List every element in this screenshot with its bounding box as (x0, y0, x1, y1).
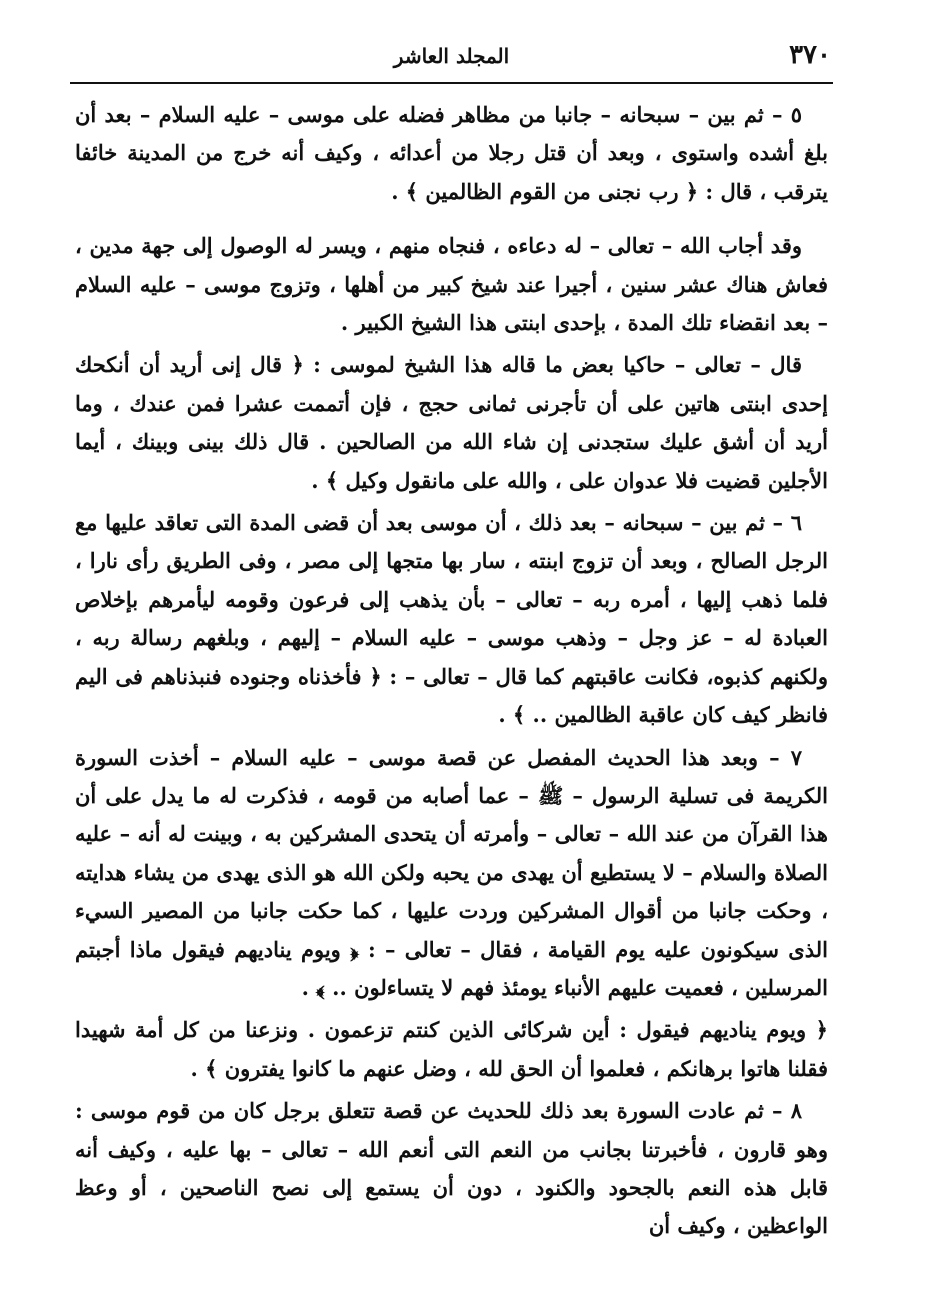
paragraph: قال – تعالى – حاكيا بعض ما قاله هذا الشيخ لموسى : ﴿ قال إنى أريد أن أنكحك إحدى ابنتى هاتين على أن تأجرنى ثمانى حجج ، فإن أتممت عشرا فمن عندك ، وما أريد أن أشق عليك ستجدنى إن شاء الله من الصالحين . قال ذلك بينى وبينك ، أيما الأجلين قضيت فلا عدوان على ، والله على مانقول وكيل ﴾ . (75, 352, 828, 493)
quran-quote: ﴿ ويوم يناديهم فيقول : أين شركائى الذين كنتم تزعمون . ونزعنا من كل أمة شهيدا فقلنا هاتوا برهانكم ، فعلموا أن الحق لله ، وضل عنهم ما كانوا يفترون ﴾ . (75, 1017, 828, 1081)
running-title: المجلد العاشر (393, 44, 510, 68)
paragraph: وقد أجاب الله – تعالى – له دعاءه ، فنجاه منهم ، ويسر له الوصول إلى جهة مدين ، فعاش هناك عشر سنين ، أجيرا عند شيخ كبير من أهلها ، وتزوج موسى – عليه السلام – بعد انقضاء تلك المدة ، بإحدى ابنتى هذا الشيخ الكبير . (75, 233, 828, 336)
page-number: ٣٧٠ (789, 40, 831, 70)
paragraph-8: ٨ – ثم عادت السورة بعد ذلك للحديث عن قصة تتعلق برجل كان من قوم موسى : وهو قارون ، فأخبرتنا بجانب من النعم التى أنعم الله – تعالى – بها عليه ، وكيف أنه قابل هذه النعم بالجحود والكنود ، دون أن يستمع إلى نصح الناصحين ، أو وعظ الواعظين ، وكيف أن (75, 1098, 828, 1239)
paragraph-6: ٦ – ثم بين – سبحانه – بعد ذلك ، أن موسى بعد أن قضى المدة التى تعاقد عليها مع الرجل الصالح ، وبعد أن تزوج ابنته ، سار بها متجها إلى مصر ، وفى الطريق رأى نارا ، فلما ذهب إليها ، أمره ربه – تعالى – بأن يذهب إلى فرعون وقومه ليأمرهم بإخلاص العبادة له – عز وجل – وذهب موسى – عليه السلام – إليهم ، وبلغهم رسالة ربه ، ولكنهم كذبوه، فكانت عاقبتهم كما قال – تعالى – : ﴿ فأخذناه وجنوده فنبذناهم فى اليم فانظر كيف كان عاقبة الظالمين .. ﴾ . (75, 510, 828, 728)
body-text (75, 96, 828, 1246)
page-header (70, 38, 833, 84)
paragraph-5: ٥ – ثم بين – سبحانه – جانبا من مظاهر فضله على موسى – عليه السلام – بعد أن بلغ أشده واستوى ، وبعد أن قتل رجلا من أعدائه ، وكيف أنه خرج من المدينة خائفا يترقب ، قال : ﴿ رب نجنى من القوم الظالمين ﴾ . (75, 102, 828, 204)
paragraph-7: ٧ – وبعد هذا الحديث المفصل عن قصة موسى – عليه السلام – أخذت السورة الكريمة فى تسلية الرسول – ﷺ – عما أصابه من قومه ، فذكرت له ما يدل على أن هذا القرآن من عند الله – تعالى – وأمرته أن يتحدى المشركين به ، وبينت له أنه – عليه الصلاة والسلام – لا يستطيع أن يهدى من يحبه ولكن الله هو الذى يهدى من يشاء هدايته ، وحكت جانبا من أقوال المشركين وردت عليها ، كما حكت جانبا من المصير السيء الذى سيكونون عليه يوم القيامة ، فقال – تعالى – : ﴿ ويوم يناديهم فيقول ماذا أجبتم المرسلين ، فعميت عليهم الأنباء يومئذ فهم لا يتساءلون .. ﴾ . (75, 744, 828, 1000)
